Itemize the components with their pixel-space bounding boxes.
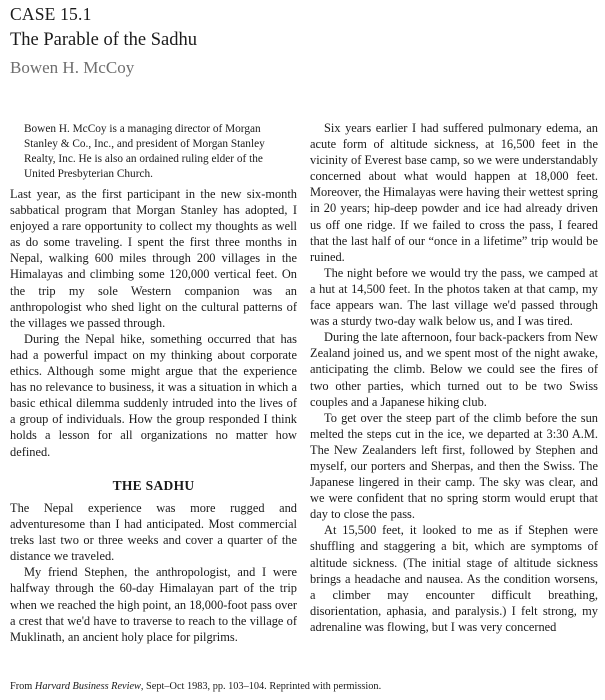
author-bio: Bowen H. McCoy is a managing director of Morgan Stanley & Co., Inc., and president of Morgan Stanley Realty, Inc. He is also an ordained ruling elder of the United Presbyterian Church. (24, 123, 265, 180)
paragraph: At 15,500 feet, it looked to me as if Stephen were shuffling and staggering a bit, which are symptoms of altitude sickness. (The initial stage of altitude sickness brings a headache and nausea. As the condition worsens, a climber may encounter difficult breathing, disorientation, aphasia, and paralysis.) I felt strong, my adrenaline was flowing, but I was very concerned (310, 523, 598, 634)
footer-suffix: , Sept–Oct 1983, pp. 103–104. Reprinted with permission. (140, 681, 382, 692)
left-column-lower (10, 500, 297, 645)
source-footer (10, 681, 381, 692)
paragraph: My friend Stephen, the anthropologist, and I were halfway through the 60-day Himalayan part of the trip when we reached the high point, an 18,000-foot pass over a crest that we'd have to traverse to reach to the village of Muklinath, an ancient holy place for pilgrims. (10, 565, 297, 644)
paragraph: The night before we would try the pass, we camped at a hut at 14,500 feet. In the photos taken at that camp, my face appears wan. The last village we'd passed through was a sturdy two-day walk below us, and I was tired. (310, 265, 598, 329)
case-label: CASE 15.1 (10, 4, 92, 24)
paragraph: Last year, as the first participant in the new six-month sabbatical program that Morgan Stanley has adopted, I enjoyed a rare opportunity to collect my thoughts as well as do some traveling. I spent the first three months in Nepal, walking 600 miles through 200 villages in the Himalayas and climbing some 120,000 vertical feet. On the trip my sole Western companion was an anthropologist who shed light on the cultural patterns of the villages we passed through. (10, 187, 297, 330)
section-heading: THE SADHU (112, 478, 195, 493)
case-title: The Parable of the Sadhu (10, 30, 197, 50)
paragraph: During the Nepal hike, something occurred that has had a powerful impact on my thinking about corporate ethics. Although some might argue that the experience has no relevance to business, it was a situation in which a basic ethical dilemma suddenly intruded into the lives of a group of individuals. How the group responded I think holds a lesson for all organizations no matter how defined. (10, 331, 297, 459)
paragraph: To get over the steep part of the climb before the sun melted the steps cut in the ice, we departed at 3:30 A.M. The New Zealanders left first, followed by Stephen and myself, our porters and Sherpas, and then the Swiss. The Japanese lingered in their camp. The sky was clear, and we were confident that no spring storm would erupt that day to close the pass. (310, 410, 598, 522)
paragraph: Six years earlier I had suffered pulmonary edema, an acute form of altitude sickness, at 16,500 feet in the vicinity of Everest base camp, so we were understandably concerned about what would happen at 18,000 feet. Moreover, the Himalayas were having their wettest spring in 20 years; hip-deep powder and ice had already driven us off one ridge. If we failed to cross the pass, I feared that the last half of our “once in a lifetime” trip would be ruined. (310, 121, 598, 264)
case-author: Bowen H. McCoy (10, 58, 135, 77)
paragraph: The Nepal experience was more rugged and adventuresome than I had anticipated. Most commercial treks last two or three weeks and cover a quarter of the distance we traveled. (10, 501, 297, 564)
right-column (310, 120, 598, 635)
left-column-upper (10, 186, 297, 460)
paragraph: During the late afternoon, four back-packers from New Zealand joined us, and we spent most of the night awake, anticipating the climb. Below we could see the fires of two other parties, which turned out to be two Swiss couples and a Japanese hiking club. (310, 330, 598, 409)
footer-prefix: From (10, 681, 35, 692)
footer-source: Harvard Business Review (34, 681, 141, 692)
